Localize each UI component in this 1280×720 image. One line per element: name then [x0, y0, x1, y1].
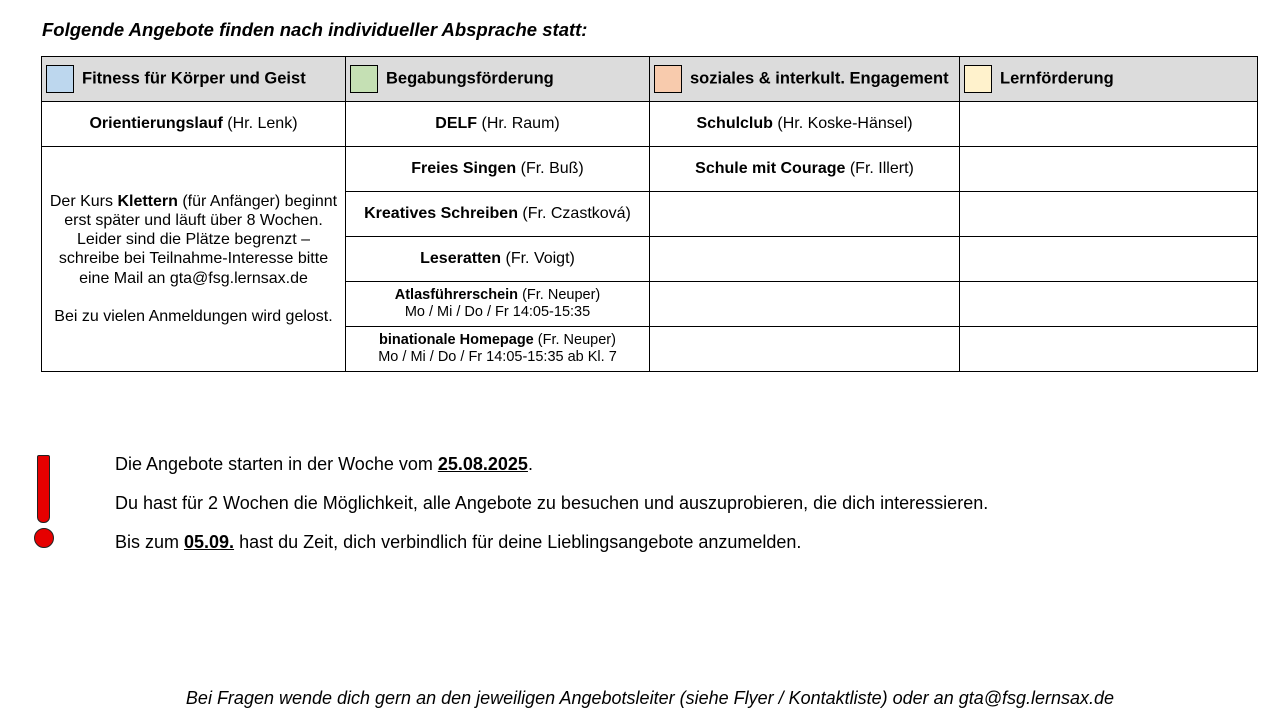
category-lernfoerderung	[960, 57, 1258, 102]
exclamation-dot-icon	[34, 528, 54, 548]
notice-text: hast du Zeit, dich verbindlich für deine Lieblingsangebote anzumelden.	[234, 532, 802, 552]
category-begabung	[346, 57, 650, 102]
empty-cell	[960, 282, 1258, 327]
offer-leader: (Fr. Voigt)	[505, 250, 575, 268]
empty-cell	[650, 192, 960, 237]
offer-name: Freies Singen	[411, 160, 517, 178]
empty-cell	[960, 192, 1258, 237]
offer-homepage	[346, 327, 650, 372]
notice-block	[115, 450, 988, 567]
offer-leader: (Fr. Buß)	[520, 160, 584, 178]
offer-delf	[346, 102, 650, 147]
notice-line-deadline	[115, 528, 988, 567]
empty-cell	[960, 327, 1258, 372]
offer-leader: (Hr. Raum)	[481, 115, 560, 133]
offer-name: Leseratten	[420, 250, 502, 268]
color-swatch-sozial	[654, 65, 682, 93]
deadline-date: 05.09.	[184, 532, 235, 552]
footer-contact: Bei Fragen wende dich gern an den jeweiligen Angebotsleiter (siehe Flyer / Kontaktliste) oder an gta@fsg.lernsax.de	[185, 688, 1115, 708]
empty-cell	[960, 147, 1258, 192]
notice-line-trial: Du hast für 2 Wochen die Möglichkeit, alle Angebote zu besuchen und auszuprobieren, die dich interessieren.	[115, 493, 989, 513]
offer-name: Schulclub	[696, 115, 773, 133]
category-header-row	[42, 57, 1258, 102]
offer-leader: (Fr. Czastková)	[522, 205, 631, 223]
offer-name: Schule mit Courage	[695, 160, 846, 178]
offer-time: Mo / Mi / Do / Fr 14:05-15:35 ab Kl. 7	[378, 349, 617, 365]
empty-cell	[960, 237, 1258, 282]
empty-cell	[960, 102, 1258, 147]
offer-name: binationale Homepage	[379, 331, 534, 348]
offer-schulclub	[650, 102, 960, 147]
note-text: Leider sind die Plätze begrenzt – schreibe bei Teilnahme-Interesse bitte eine Mail an gta@fsg.lernsax.de	[58, 231, 329, 287]
offer-name: Klettern	[117, 192, 178, 210]
category-label: Lernförderung	[1000, 69, 1114, 88]
offer-schreiben	[346, 192, 650, 237]
notice-text: .	[527, 454, 533, 474]
empty-cell	[650, 282, 960, 327]
offer-orientierungslauf	[42, 102, 346, 147]
color-swatch-fitness	[46, 65, 74, 93]
color-swatch-begabung	[350, 65, 378, 93]
offer-leader: (Fr. Neuper)	[537, 331, 616, 348]
offer-name: Atlasführerschein	[394, 286, 519, 303]
offer-courage	[650, 147, 960, 192]
note-text: (für Anfänger) beginnt erst später und läuft über 8 Wochen.	[64, 192, 338, 230]
note-text: Bei zu vielen Anmeldungen wird gelost.	[54, 307, 333, 325]
table-row	[42, 147, 1258, 192]
offer-leader: (Fr. Neuper)	[522, 286, 601, 303]
empty-cell	[650, 327, 960, 372]
start-date: 25.08.2025	[437, 454, 528, 474]
offer-name: Orientierungslauf	[89, 115, 223, 133]
category-label: soziales & interkult. Engagement	[690, 69, 949, 88]
page-heading: Folgende Angebote finden nach individueller Absprache statt:	[42, 19, 588, 40]
offer-leseratten	[346, 237, 650, 282]
category-label: Begabungsförderung	[386, 69, 554, 88]
category-fitness	[42, 57, 346, 102]
offer-name: DELF	[435, 115, 478, 133]
offer-time: Mo / Mi / Do / Fr 14:05-15:35	[404, 304, 591, 320]
offer-leader: (Fr. Illert)	[849, 160, 914, 178]
exclamation-icon	[37, 455, 50, 523]
offer-atlas	[346, 282, 650, 327]
offers-table	[41, 56, 1258, 372]
offer-singen	[346, 147, 650, 192]
klettern-note	[42, 147, 346, 372]
category-label: Fitness für Körper und Geist	[82, 69, 306, 88]
note-text: Der Kurs	[49, 192, 118, 210]
notice-text: Bis zum	[115, 532, 185, 552]
offer-leader: (Hr. Lenk)	[227, 115, 298, 133]
table-row	[42, 102, 1258, 147]
category-sozial	[650, 57, 960, 102]
notice-text: Die Angebote starten in der Woche vom	[115, 454, 438, 474]
color-swatch-lernfoerderung	[964, 65, 992, 93]
offer-name: Kreatives Schreiben	[364, 205, 518, 223]
empty-cell	[650, 237, 960, 282]
notice-line-start	[115, 450, 988, 489]
offer-leader: (Hr. Koske-Hänsel)	[777, 115, 913, 133]
